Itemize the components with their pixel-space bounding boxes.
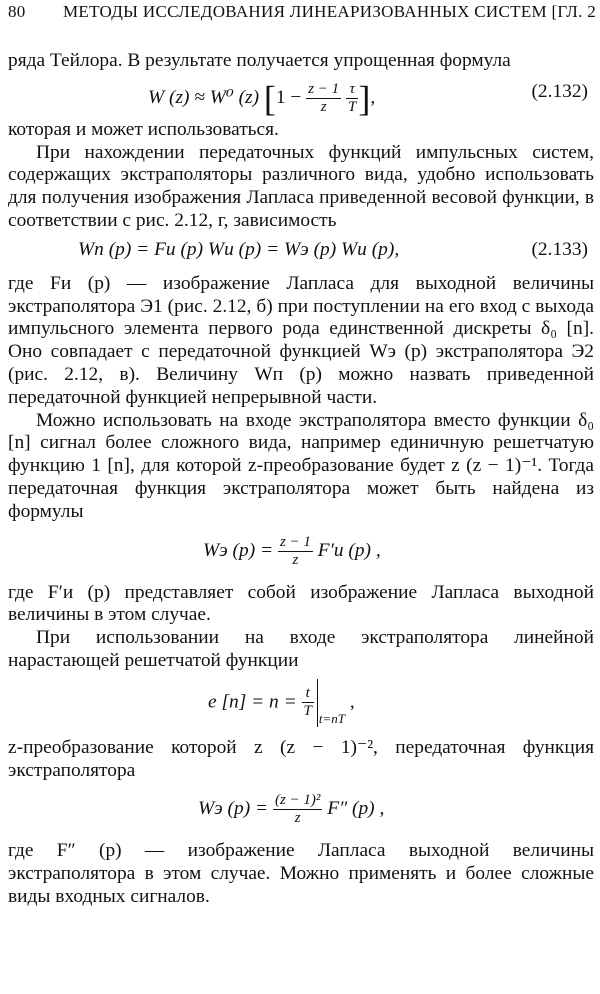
paragraph-2: которая и может использоваться. xyxy=(8,118,279,140)
eq5-frac xyxy=(273,792,322,827)
running-title: МЕТОДЫ ИССЛЕДОВАНИЯ ЛИНЕАРИЗОВАННЫХ СИСТЕМ [ГЛ. 2 xyxy=(63,2,597,21)
eq132-one-minus: 1 − xyxy=(275,86,307,108)
eq132-frac1 xyxy=(306,81,341,116)
eq3-left: Wэ (p) = xyxy=(203,539,278,561)
page-body xyxy=(8,50,594,909)
eq4-left: e [n] = n = xyxy=(208,691,302,713)
paragraph-5: Можно использовать на входе экстраполятора вместо функции δ₀ [n] сигнал более сложного вида, например единичную решетчатую функцию 1 [n], для которой z-преобразование будет z (z − 1)⁻¹. Тогда передаточная функция экстраполятора может быть найдена из формулы xyxy=(8,409,594,522)
eq5-den: z xyxy=(294,810,301,827)
eq132-frac2 xyxy=(346,81,358,116)
equation-2-132 xyxy=(8,73,594,119)
paragraph-8: z-преобразование которой z (z − 1)⁻², передаточная функция экстраполятора xyxy=(8,736,594,781)
eq132-frac2-den: T xyxy=(348,98,357,115)
running-header xyxy=(8,2,597,28)
eq5-left: Wэ (p) = xyxy=(198,798,273,820)
page-number: 80 xyxy=(8,2,26,21)
equation-number-2-133: (2.133) xyxy=(531,238,588,260)
paragraph-4: где Fи (p) — изображение Лапласа для выходной величины экстраполятора Э1 (рис. 2.12, б) при поступлении на его вход с выхода импульсного элемента первого рода единственной дискреты δ₀ [n]. Оно совпадает с передаточной функцией Wэ (p) экстраполятора Э2 (рис. 2.12, в). Величину Wп (p) можно назвать приведенной передаточной функцией непрерывной части. xyxy=(8,272,594,408)
eq5-formula xyxy=(198,792,384,827)
eq4-formula xyxy=(208,679,355,727)
paragraph-6: где F′и (p) представляет собой изображение Лапласа выходной величины в этом случае. xyxy=(8,581,594,626)
eq4-evaluation-bar xyxy=(317,679,318,727)
paragraph-9: где F″ (p) — изображение Лапласа выходной величины экстраполятора в этом случае. Можно применять и более сложные виды входных сигналов. xyxy=(8,840,594,907)
eq5-right: F″ (p) , xyxy=(322,798,385,820)
equation-2-133-formula: Wп (p) = Fи (p) Wи (p) = Wэ (p) Wи (p), xyxy=(78,238,400,260)
paragraph-3: При нахождении передаточных функций импульсных систем, содержащих экстраполяторы различного вида, удобно использовать для получения изображения Лапласа приведенной весовой функции, в соответствии с рис. 2.12, г, зависимость xyxy=(8,141,594,231)
eq4-den: T xyxy=(303,703,312,720)
eq132-tail: , xyxy=(370,86,376,108)
equation-extrapolator-2 xyxy=(8,782,594,840)
eq4-sub: t=nT xyxy=(318,711,345,727)
equation-2-132-formula xyxy=(148,78,376,119)
eq3-formula xyxy=(203,534,381,569)
eq4-num: t xyxy=(302,685,314,703)
eq5-num: (z − 1)² xyxy=(274,792,321,809)
equation-extrapolator-1 xyxy=(8,524,594,582)
paragraph-1: ряда Тейлора. В результате получается упрощенная формула xyxy=(8,50,511,71)
eq3-num: z − 1 xyxy=(279,533,311,550)
eq132-left: W (z) ≈ W⁰ (z) xyxy=(148,86,264,108)
eq132-frac2-num: τ xyxy=(346,81,358,99)
paragraph-7: При использовании на входе экстраполятора линейной нарастающей решетчатой функции xyxy=(8,627,594,671)
equation-ramp-function xyxy=(8,673,594,737)
equation-number-2-132: (2.132) xyxy=(531,80,588,102)
eq132-lbracket: [ xyxy=(263,78,276,119)
eq132-frac1-den: z xyxy=(320,98,327,115)
equation-2-133 xyxy=(8,233,594,273)
eq4-frac xyxy=(302,685,314,720)
eq132-rbracket: ] xyxy=(358,78,371,119)
eq132-frac1-num: z − 1 xyxy=(308,80,340,97)
eq3-right: F′и (p) , xyxy=(312,539,381,561)
eq4-tail: , xyxy=(344,691,355,713)
eq3-frac xyxy=(278,534,313,569)
eq3-den: z xyxy=(292,551,299,568)
